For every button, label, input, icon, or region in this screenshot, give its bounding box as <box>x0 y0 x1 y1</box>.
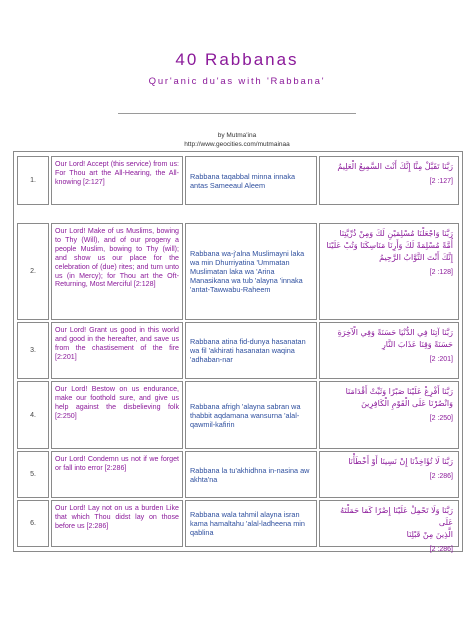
transliteration-cell <box>185 223 317 320</box>
verse-reference: [2 :127] <box>429 178 453 185</box>
arabic-line: الَّذِينَ مِنْ قَبْلِنَا <box>406 530 453 539</box>
arabic-line: رَبَّنَا آتِنَا فِي الدُّنْيَا حَسَنَةً وَفِي الْآخِرَةِ <box>337 328 453 337</box>
row-number: 1. <box>17 156 49 205</box>
verse-reference: [2 :286] <box>429 473 453 480</box>
arabic-text <box>319 381 459 449</box>
english-translation: Our Lord! Make of us Muslims, bowing to Thy (Will), and of our progeny a people Muslim, bowing to Thy (will); and show us our place for the celebration of (due) rites; and turn unto us (in Mercy); for Thou art the Oft-Returning, Most Merciful [2:128] <box>51 223 183 320</box>
arabic-line: حَسَنَةً وَقِنَا عَذَابَ النَّارِ <box>381 340 453 349</box>
table-row <box>17 223 459 320</box>
arabic-line: رَبَّنَا أَفْرِغْ عَلَيْنَا صَبْرًا وَثَبِّتْ أَقْدَامَنَا <box>345 387 453 396</box>
transliteration: Rabbana wala tahmil alayna isran kama hamaltahu 'alal-ladheena min qablina <box>190 510 305 537</box>
page-title: 40 Rabbanas <box>175 50 299 69</box>
verse-reference: [2 :286] <box>429 546 453 553</box>
author-url[interactable]: http://www.geocities.com/mutmainaa <box>184 141 290 148</box>
transliteration-cell <box>185 156 317 205</box>
arabic-text <box>319 500 459 553</box>
arabic-line: رَبَّنَا وَاجْعَلْنَا مُسْلِمَيْنِ لَكَ وَمِنْ ذُرِّيَّتِنَا <box>339 229 453 238</box>
table-row <box>17 500 459 553</box>
verse-reference: [2 :250] <box>429 415 453 422</box>
author-name: by Mutma'ina <box>217 132 257 139</box>
arabic-text <box>319 223 459 320</box>
transliteration-cell <box>185 500 317 547</box>
page-subtitle: Qur'anic du'as with 'Rabbana' <box>148 76 326 87</box>
english-translation: Our Lord! Condemn us not if we forget or fall into error [2:286] <box>51 451 183 498</box>
row-number: 2. <box>17 223 49 320</box>
table-row <box>17 156 459 205</box>
arabic-line: رَبَّنَا تَقَبَّلْ مِنَّا إِنَّكَ أَنْتَ السَّمِيعُ الْعَلِيمُ <box>337 162 453 171</box>
arabic-line: رَبَّنَا وَلَا تَحْمِلْ عَلَيْنَا إِصْرًا كَمَا حَمَلْتَهُ عَلَى <box>340 506 453 527</box>
row-number: 5. <box>17 451 49 498</box>
transliteration: Rabbana wa-j'alna Muslimayni laka wa min Dhurriyatina 'Ummatan Muslimatan laka wa 'Arina Manasikana wa tub 'alayna 'innaka 'antat-Tawwabu-Raheem <box>190 249 305 294</box>
table-row <box>17 451 459 498</box>
transliteration-cell <box>185 381 317 449</box>
table-row <box>17 381 459 449</box>
transliteration: Rabbana afrigh 'alayna sabran wa thabbit aqdamana wansurna 'alal-qawmil-kafirin <box>190 401 301 429</box>
english-translation: Our Lord! Lay not on us a burden Like that which Thou didst lay on those before us [2:286] <box>51 500 183 547</box>
arabic-line: رَبَّنَا لَا تُؤَاخِذْنَا إِنْ نَسِينَا أَوْ أَخْطَأْنَا <box>348 457 453 466</box>
english-translation: Our Lord! Accept (this service) from us: For Thou art the All-Hearing, the All-knowing [2:127] <box>51 156 183 205</box>
transliteration-cell <box>185 451 317 498</box>
arabic-line: وَانْصُرْنَا عَلَى الْقَوْمِ الْكَافِرِينَ <box>361 399 453 408</box>
row-number: 3. <box>17 322 49 379</box>
transliteration: Rabbana atina fid-dunya hasanatan wa fil 'akhirati hasanatan waqina 'adhaban-nar <box>190 337 306 364</box>
english-translation: Our Lord! Bestow on us endurance, make our foothold sure, and give us help against the disbelieving folk [2:250] <box>51 381 183 449</box>
transliteration: Rabbana la tu'akhidhna in-nasina aw akhta'na <box>190 465 310 484</box>
author-block <box>0 131 474 149</box>
row-number: 4. <box>17 381 49 449</box>
table-row <box>17 322 459 379</box>
transliteration: Rabbana taqabbal minna innaka antas Sameeaul Aleem <box>190 171 296 190</box>
arabic-text <box>319 322 459 379</box>
verse-reference: [2 :128] <box>429 269 453 276</box>
divider <box>118 113 356 114</box>
rabbanas-table <box>13 151 463 552</box>
row-number: 6. <box>17 500 49 547</box>
arabic-text <box>319 451 459 498</box>
arabic-line: إِنَّكَ أَنْتَ التَّوَّابُ الرَّحِيمُ <box>379 253 453 262</box>
arabic-line: أُمَّةً مُسْلِمَةً لَكَ وَأَرِنَا مَنَاسِكَنَا وَتُبْ عَلَيْنَا <box>326 241 453 250</box>
english-translation: Our Lord! Grant us good in this world and good in the hereafter, and save us from the chastisement of the fire [2:201] <box>51 322 183 379</box>
arabic-text <box>319 156 459 205</box>
verse-reference: [2 :201] <box>429 356 453 363</box>
transliteration-cell <box>185 322 317 379</box>
